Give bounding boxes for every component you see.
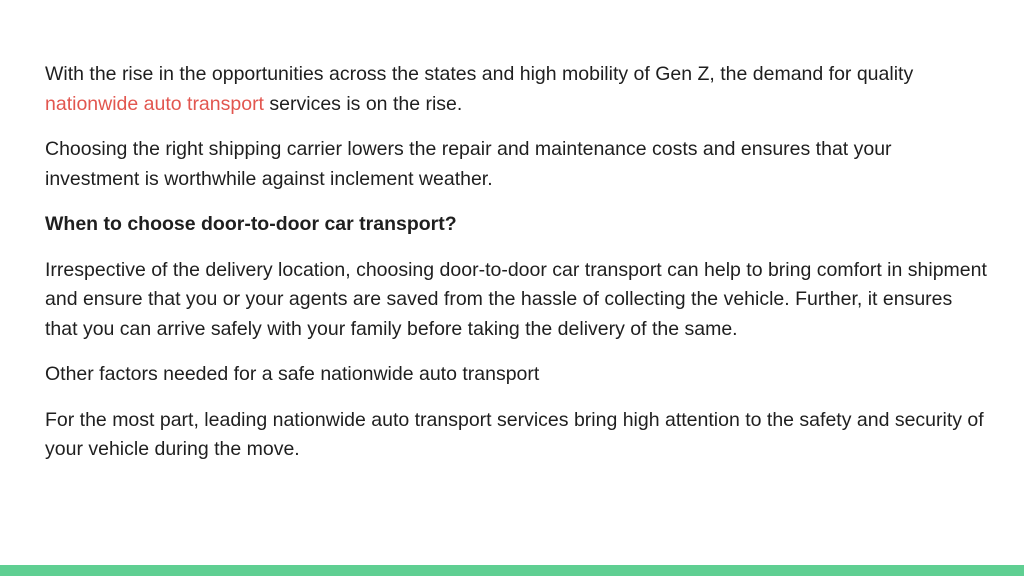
- section-heading: When to choose door-to-door car transport?: [45, 213, 457, 235]
- intro-paragraph: [45, 60, 990, 119]
- bottom-accent-bar: [0, 565, 1024, 576]
- other-factors-paragraph: Other factors needed for a safe nationwide auto transport: [45, 363, 540, 385]
- nationwide-auto-transport-link[interactable]: nationwide auto transport: [45, 92, 264, 115]
- safety-paragraph: For the most part, leading nationwide auto transport services bring high attention to the safety and security of your vehicle during the move.: [45, 408, 984, 460]
- door-to-door-paragraph: Irrespective of the delivery location, choosing door-to-door car transport can help to bring comfort in shipment and ensure that you or your agents are saved from the hassle of collecting the vehicle. Further, it ensures that you can arrive safely with your family before taking the delivery of the same.: [45, 258, 987, 340]
- carrier-paragraph: Choosing the right shipping carrier lowers the repair and maintenance costs and ensures that your investment is worthwhile against inclement weather.: [45, 138, 892, 190]
- document-body: [45, 60, 990, 481]
- intro-text-start: With the rise in the opportunities across the states and high mobility of Gen Z, the demand for quality: [45, 63, 914, 85]
- intro-text-end: services is on the rise.: [263, 92, 463, 115]
